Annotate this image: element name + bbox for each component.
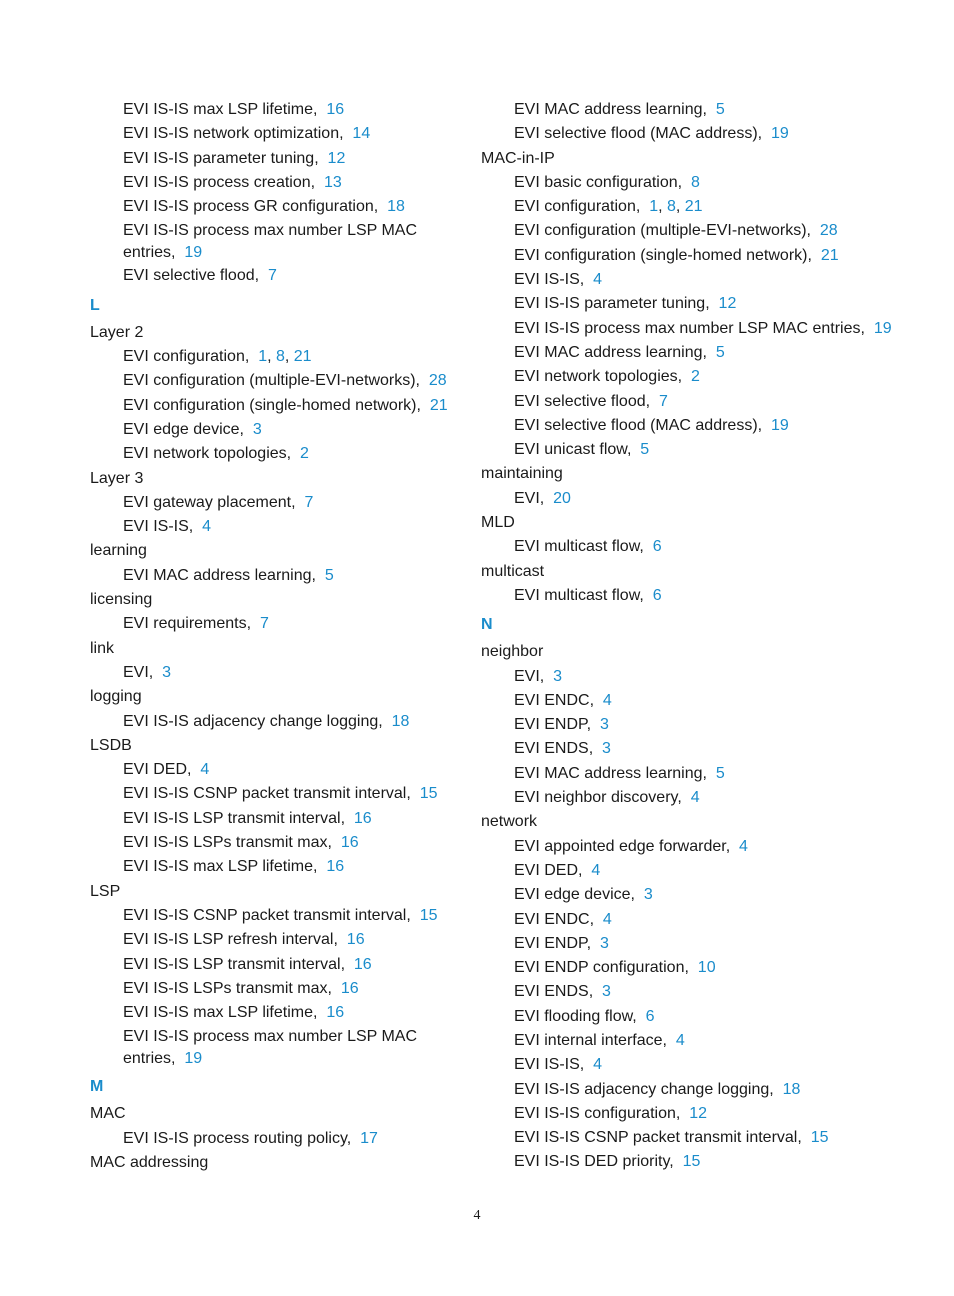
page-link[interactable]: 4	[593, 271, 603, 289]
page-link[interactable]: 21	[820, 246, 839, 264]
page-link[interactable]: 6	[652, 538, 662, 556]
index-subentry	[90, 1025, 460, 1070]
index-subentry	[481, 859, 891, 883]
index-entry-text: EVI IS-IS configuration,	[514, 1104, 681, 1122]
index-entry-text: Layer 2	[90, 323, 144, 341]
index-subentry	[90, 564, 460, 588]
index-entry-text: EVI IS-IS max LSP lifetime,	[123, 858, 318, 876]
index-entry-text: EVI MAC address learning,	[514, 343, 707, 361]
index-subentry	[481, 1078, 891, 1102]
index-entry-text: EVI ENDP configuration,	[514, 959, 689, 977]
index-entry-text: EVI IS-IS DED priority,	[514, 1153, 674, 1171]
index-subentry	[481, 883, 891, 907]
index-entry-text: link	[90, 639, 115, 657]
page-link[interactable]: 5	[715, 343, 725, 361]
index-subentry	[481, 1005, 891, 1029]
page-link[interactable]: 5	[715, 764, 725, 782]
page-link[interactable]: 15	[810, 1129, 829, 1147]
index-subentry	[90, 418, 460, 442]
page-link[interactable]: 7	[259, 615, 269, 633]
index-subentry	[481, 292, 891, 316]
page-link[interactable]: 16	[353, 809, 372, 827]
page-link[interactable]: 18	[782, 1080, 801, 1098]
page-link[interactable]: 13	[323, 173, 342, 191]
index-subentry	[90, 369, 460, 393]
index-entry-text: EVI configuration (multiple-EVI-networks),	[123, 372, 420, 390]
index-subentry: EVI configuration, 1, 8, 21	[123, 348, 312, 366]
index-entry-text: network	[481, 813, 538, 831]
index-entry-text: EVI appointed edge forwarder,	[514, 837, 731, 855]
page-number: 4	[473, 1208, 481, 1223]
index-entry-text: EVI IS-IS process max number LSP MAC entries,	[514, 319, 865, 337]
index-letter-heading: M	[90, 1078, 104, 1096]
page-link[interactable]: 8	[690, 173, 700, 191]
page-link[interactable]: 3	[553, 667, 563, 685]
page-link[interactable]: 3	[252, 420, 262, 438]
page-link[interactable]: 4	[690, 789, 700, 807]
index-entry-text: EVI configuration (single-homed network),	[514, 246, 812, 264]
page-link[interactable]: 6	[645, 1007, 655, 1025]
index-subentry	[481, 762, 891, 786]
page-link[interactable]: 5	[324, 566, 334, 584]
page-link[interactable]: 7	[304, 493, 314, 511]
index-main-term	[481, 462, 891, 486]
index-subentry	[481, 908, 891, 932]
page-link[interactable]: 4	[602, 691, 612, 709]
index-entry-text: EVI selective flood,	[514, 392, 651, 410]
index-subentry	[90, 122, 460, 146]
index-entry-text: MAC addressing	[90, 1153, 209, 1171]
index-subentry	[90, 904, 460, 928]
page-link[interactable]: 28	[428, 372, 447, 390]
index-subentry	[481, 1029, 891, 1053]
index-entry-text: EVI IS-IS LSPs transmit max,	[123, 979, 332, 997]
index-entry-text: EVI IS-IS LSP transmit interval,	[123, 809, 346, 827]
index-entry-text: EVI IS-IS,	[514, 271, 585, 289]
index-subentry	[90, 98, 460, 122]
page-link[interactable]: 16	[346, 931, 365, 949]
index-subentry	[481, 689, 891, 713]
page-link[interactable]: 3	[643, 886, 653, 904]
index-entry-text: EVI IS-IS LSPs transmit max,	[123, 834, 332, 852]
index-entry-text: EVI ENDC,	[514, 910, 595, 928]
index-entry-text: EVI IS-IS parameter tuning,	[123, 149, 319, 167]
page-link[interactable]: 21	[684, 198, 703, 216]
page-link[interactable]: 16	[326, 101, 345, 118]
index-subentry	[481, 219, 891, 243]
page-link[interactable]: 21	[293, 348, 312, 366]
index-entry-text: EVI configuration (single-homed network),	[123, 396, 421, 414]
index-subentry	[481, 535, 891, 559]
index-main-term	[90, 880, 460, 904]
index-entry-text: EVI edge device,	[123, 420, 244, 438]
index-entry-text: EVI IS-IS process max number LSP MAC entries,	[123, 1028, 418, 1067]
page-link[interactable]: 5	[715, 101, 725, 118]
index-entry-text: EVI IS-IS adjacency change logging,	[514, 1080, 774, 1098]
page-link[interactable]: 5	[640, 441, 650, 459]
page-link[interactable]: 4	[602, 910, 612, 928]
index-subentry	[481, 1126, 891, 1150]
page-link[interactable]: 17	[360, 1129, 378, 1147]
index-main-term	[90, 1151, 460, 1175]
index-entry-text: EVI,	[123, 663, 154, 681]
index-subentry	[481, 365, 891, 389]
index-subentry	[481, 438, 891, 462]
page-link[interactable]: 14	[352, 125, 371, 143]
index-subentry	[481, 341, 891, 365]
page-link[interactable]: 8	[275, 348, 285, 366]
page-link[interactable]: 16	[326, 858, 345, 876]
index-entry-text: EVI IS-IS,	[123, 518, 194, 536]
index-subentry	[481, 1150, 891, 1174]
index-entry-text: EVI configuration,	[514, 198, 641, 216]
page-link[interactable]: 18	[391, 712, 410, 730]
page-link[interactable]: 19	[184, 243, 203, 261]
index-entry-text: EVI gateway placement,	[123, 493, 296, 511]
page-link[interactable]: 15	[682, 1153, 701, 1171]
index-entry-text: EVI IS-IS CSNP packet transmit interval,	[123, 906, 411, 924]
index-entry-text: EVI MAC address learning,	[514, 764, 707, 782]
index-entry-text: EVI IS-IS process creation,	[123, 173, 316, 191]
index-subentry	[481, 414, 891, 438]
index-entry-text: EVI IS-IS CSNP packet transmit interval,	[123, 785, 411, 803]
page-link[interactable]: 16	[340, 979, 359, 997]
index-subentry	[481, 956, 891, 980]
index-main-term	[90, 637, 460, 661]
page-link[interactable]: 4	[593, 1056, 603, 1074]
index-entry-text: EVI IS-IS process max number LSP MAC entries,	[123, 222, 418, 261]
index-main-term	[90, 734, 460, 758]
index-entry-text: EVI IS-IS LSP transmit interval,	[123, 955, 346, 973]
index-subentry	[481, 835, 891, 859]
page-link[interactable]: 19	[184, 1049, 203, 1067]
index-column-right	[481, 98, 891, 1175]
index-entry-text: EVI network topologies,	[514, 368, 683, 386]
index-subentry: EVI configuration, 1, 8, 21	[514, 198, 703, 216]
index-entry-text: EVI,	[514, 489, 545, 507]
index-main-term	[481, 147, 891, 171]
index-subentry	[481, 268, 891, 292]
index-entry-text: EVI network topologies,	[123, 445, 292, 463]
page-link[interactable]: 7	[267, 267, 277, 285]
page-link[interactable]: 4	[675, 1031, 685, 1049]
index-subentry	[90, 195, 460, 219]
index-subentry	[481, 98, 891, 122]
index-subentry	[90, 1127, 460, 1151]
index-entry-text: MAC	[90, 1105, 126, 1123]
index-subentry	[481, 244, 891, 268]
index-entry-text: EVI internal interface,	[514, 1031, 667, 1049]
page-link[interactable]: 2	[299, 445, 309, 463]
index-entry-text: MAC-in-IP	[481, 149, 555, 167]
index-subentry	[481, 1102, 891, 1126]
index-entry-text: EVI ENDP,	[514, 934, 592, 952]
index-letter-heading: L	[90, 296, 100, 314]
index-subentry	[90, 953, 460, 977]
index-subentry	[481, 713, 891, 737]
page-link[interactable]: 10	[697, 959, 716, 977]
index-column-left	[90, 98, 460, 1175]
index-main-term	[481, 640, 891, 664]
index-entry-text: MLD	[481, 514, 515, 532]
index-entry-text: EVI edge device,	[514, 886, 635, 904]
index-entry-text: maintaining	[481, 465, 563, 483]
index-main-term	[481, 810, 891, 834]
index-entry-text: EVI ENDC,	[514, 691, 595, 709]
index-main-term	[90, 1102, 460, 1126]
page-link[interactable]: 19	[873, 319, 892, 337]
index-entry-text: EVI ENDS,	[514, 983, 594, 1001]
index-entry-text: EVI MAC address learning,	[514, 101, 707, 118]
page-link[interactable]: 4	[739, 837, 748, 855]
index-main-term	[90, 539, 460, 563]
index-subentry	[481, 665, 891, 689]
index-entry-text: EVI basic configuration,	[514, 173, 683, 191]
index-subentry	[90, 171, 460, 195]
page-link[interactable]: 8	[666, 198, 676, 216]
index-entry-text: EVI,	[514, 667, 545, 685]
index-subentry	[90, 977, 460, 1001]
index-subentry	[90, 782, 460, 806]
page-link[interactable]: 2	[690, 368, 700, 386]
page-link[interactable]: 21	[429, 396, 448, 414]
page-link[interactable]: 4	[591, 861, 601, 879]
page-link[interactable]: 3	[602, 740, 611, 758]
index-entry-text: EVI configuration,	[123, 348, 250, 366]
index-subentry	[90, 147, 460, 171]
index-subentry	[481, 980, 891, 1004]
index-main-term	[481, 560, 891, 584]
index-entry-text: EVI IS-IS CSNP packet transmit interval,	[514, 1129, 802, 1147]
page-link[interactable]: 12	[327, 149, 346, 167]
index-entry-text: EVI ENDS,	[514, 740, 594, 758]
index-entry-text: EVI flooding flow,	[514, 1007, 637, 1025]
index-subentry	[90, 394, 460, 418]
page-link[interactable]: 15	[419, 906, 438, 924]
page-link[interactable]: 20	[553, 489, 571, 507]
index-entry-text: EVI selective flood (MAC address),	[514, 125, 763, 143]
index-entry-text: EVI IS-IS,	[514, 1056, 585, 1074]
index-subentry	[481, 171, 891, 195]
index-entry-text: EVI IS-IS parameter tuning,	[514, 295, 710, 313]
page-link[interactable]: 15	[419, 785, 438, 803]
index-subentry	[90, 612, 460, 636]
index-entry-text: EVI DED,	[123, 761, 192, 779]
page-link[interactable]: 3	[162, 663, 172, 681]
index-subentry	[90, 661, 460, 685]
page-link[interactable]: 6	[652, 586, 662, 604]
index-entry-text: EVI configuration (multiple-EVI-networks),	[514, 222, 811, 240]
index-subentry	[90, 219, 460, 264]
index-entry-text: EVI selective flood,	[123, 267, 260, 285]
index-subentry	[90, 442, 460, 466]
page-link[interactable]: 1	[649, 198, 659, 216]
index-entry-text: EVI IS-IS process GR configuration,	[123, 198, 379, 216]
index-entry-text: EVI selective flood (MAC address),	[514, 416, 763, 434]
index-main-term	[481, 511, 891, 535]
page-link[interactable]: 3	[602, 983, 611, 1001]
page-link[interactable]: 1	[258, 348, 268, 366]
index-subentry	[481, 1053, 891, 1077]
index-entry-text: EVI IS-IS adjacency change logging,	[123, 712, 383, 730]
index-subentry	[481, 932, 891, 956]
index-entry-text: EVI DED,	[514, 861, 583, 879]
page-link[interactable]: 3	[599, 934, 609, 952]
page-link[interactable]: 16	[326, 1004, 345, 1022]
index-entry-text: EVI multicast flow,	[514, 586, 644, 604]
index-main-term	[90, 588, 460, 612]
index-subentry	[481, 122, 891, 146]
index-subentry	[481, 786, 891, 810]
page-link[interactable]: 19	[770, 125, 789, 143]
index-entry-text: EVI MAC address learning,	[123, 566, 316, 584]
index-letter-heading: N	[481, 616, 493, 634]
index-entry-text: learning	[90, 542, 147, 560]
index-entry-text: EVI IS-IS max LSP lifetime,	[123, 101, 318, 118]
page-link[interactable]: 4	[200, 761, 210, 779]
index-subentry	[481, 317, 891, 341]
index-subentry	[90, 855, 460, 879]
index-entry-text: neighbor	[481, 643, 544, 661]
index-subentry	[481, 487, 891, 511]
index-entry-text: EVI ENDP,	[514, 716, 592, 734]
page-link[interactable]: 12	[689, 1104, 707, 1122]
index-subentry	[90, 831, 460, 855]
index-entry-text: LSP	[90, 882, 121, 900]
page-link[interactable]: 19	[770, 416, 789, 434]
index-entry-text: logging	[90, 688, 142, 706]
page-link[interactable]: 4	[202, 518, 212, 536]
index-subentry	[90, 928, 460, 952]
index-entry-text: EVI IS-IS process routing policy,	[123, 1129, 352, 1147]
index-main-term	[90, 321, 460, 345]
index-entry-text: EVI IS-IS network optimization,	[123, 125, 344, 143]
index-main-term	[90, 685, 460, 709]
index-main-term	[90, 467, 460, 491]
index-entry-text: EVI IS-IS LSP refresh interval,	[123, 931, 338, 949]
index-subentry	[90, 807, 460, 831]
index-subentry	[90, 264, 460, 288]
page-link[interactable]: 16	[340, 834, 359, 852]
page-link[interactable]: 12	[718, 295, 737, 313]
index-entry-text: LSDB	[90, 736, 132, 754]
page-link[interactable]: 3	[599, 716, 609, 734]
page-link[interactable]: 18	[387, 198, 405, 216]
page-link[interactable]: 7	[658, 392, 668, 410]
index-subentry	[481, 390, 891, 414]
index-subentry	[481, 737, 891, 761]
index-entry-text: multicast	[481, 562, 545, 580]
index-entry-text: EVI multicast flow,	[514, 538, 644, 556]
index-subentry	[90, 515, 460, 539]
index-subentry	[90, 758, 460, 782]
index-entry-text: licensing	[90, 591, 153, 609]
index-subentry	[90, 1001, 460, 1025]
index-subentry	[481, 584, 891, 608]
index-entry-text: EVI neighbor discovery,	[514, 789, 682, 807]
index-entry-text: EVI requirements,	[123, 615, 252, 633]
page-link[interactable]: 16	[353, 955, 372, 973]
index-entry-text: EVI IS-IS max LSP lifetime,	[123, 1004, 318, 1022]
index-entry-text: EVI unicast flow,	[514, 441, 632, 459]
index-entry-text: Layer 3	[90, 469, 144, 487]
index-subentry	[90, 710, 460, 734]
index-subentry	[90, 491, 460, 515]
page-link[interactable]: 28	[819, 222, 838, 240]
